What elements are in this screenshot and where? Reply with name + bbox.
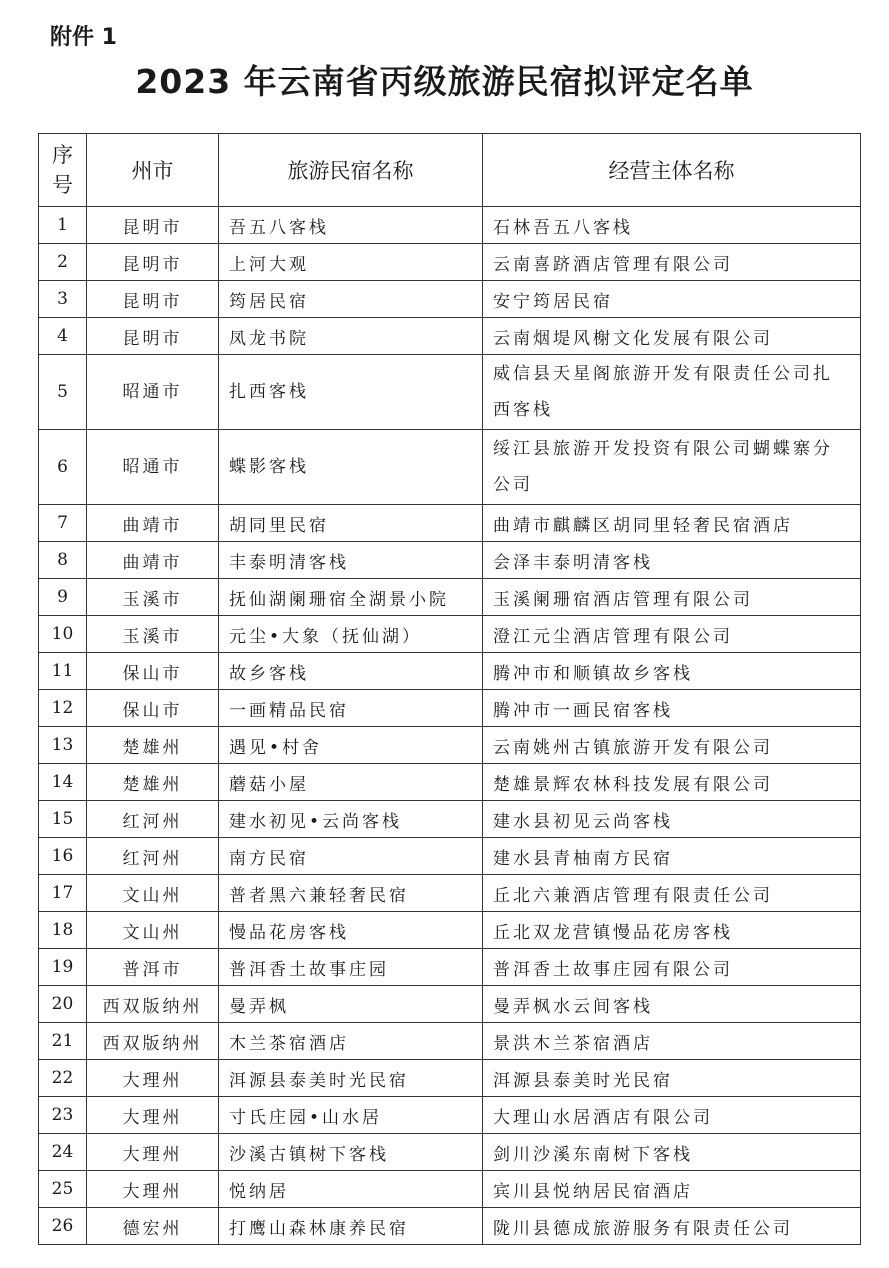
cell-operator-name: 澄江元尘酒店管理有限公司 bbox=[483, 616, 861, 653]
cell-city: 玉溪市 bbox=[87, 579, 219, 616]
cell-operator-name: 石林吾五八客栈 bbox=[483, 207, 861, 244]
table-row bbox=[39, 579, 861, 616]
header-operator-name: 经营主体名称 bbox=[483, 134, 861, 207]
cell-index: 4 bbox=[39, 318, 87, 355]
cell-operator-name: 威信县天星阁旅游开发有限责任公司扎西客栈 bbox=[483, 355, 861, 430]
cell-city: 保山市 bbox=[87, 690, 219, 727]
cell-homestay-name: 曼弄枫 bbox=[219, 986, 483, 1023]
header-city: 州市 bbox=[87, 134, 219, 207]
cell-index: 15 bbox=[39, 801, 87, 838]
cell-operator-name: 大理山水居酒店有限公司 bbox=[483, 1097, 861, 1134]
table-row bbox=[39, 801, 861, 838]
cell-homestay-name: 寸氏庄园•山水居 bbox=[219, 1097, 483, 1134]
cell-city: 德宏州 bbox=[87, 1208, 219, 1245]
cell-index: 8 bbox=[39, 542, 87, 579]
cell-index: 21 bbox=[39, 1023, 87, 1060]
cell-index: 20 bbox=[39, 986, 87, 1023]
table-row bbox=[39, 616, 861, 653]
cell-index: 24 bbox=[39, 1134, 87, 1171]
cell-index: 10 bbox=[39, 616, 87, 653]
cell-index: 18 bbox=[39, 912, 87, 949]
table-header-row bbox=[39, 134, 861, 207]
cell-homestay-name: 上河大观 bbox=[219, 244, 483, 281]
cell-operator-name: 云南姚州古镇旅游开发有限公司 bbox=[483, 727, 861, 764]
cell-city: 西双版纳州 bbox=[87, 1023, 219, 1060]
cell-city: 保山市 bbox=[87, 653, 219, 690]
cell-operator-name: 曼弄枫水云间客栈 bbox=[483, 986, 861, 1023]
cell-index: 16 bbox=[39, 838, 87, 875]
table-row bbox=[39, 318, 861, 355]
header-homestay-name: 旅游民宿名称 bbox=[219, 134, 483, 207]
cell-homestay-name: 慢品花房客栈 bbox=[219, 912, 483, 949]
cell-homestay-name: 蘑菇小屋 bbox=[219, 764, 483, 801]
cell-city: 昭通市 bbox=[87, 355, 219, 430]
cell-city: 文山州 bbox=[87, 875, 219, 912]
cell-homestay-name: 抚仙湖阑珊宿全湖景小院 bbox=[219, 579, 483, 616]
header-index bbox=[39, 134, 87, 207]
cell-operator-name: 楚雄景辉农林科技发展有限公司 bbox=[483, 764, 861, 801]
cell-city: 玉溪市 bbox=[87, 616, 219, 653]
table-row bbox=[39, 875, 861, 912]
cell-index: 2 bbox=[39, 244, 87, 281]
cell-index: 11 bbox=[39, 653, 87, 690]
cell-homestay-name: 故乡客栈 bbox=[219, 653, 483, 690]
table-row bbox=[39, 281, 861, 318]
table-row bbox=[39, 355, 861, 430]
cell-index: 7 bbox=[39, 505, 87, 542]
cell-city: 曲靖市 bbox=[87, 542, 219, 579]
cell-homestay-name: 丰泰明清客栈 bbox=[219, 542, 483, 579]
cell-operator-name: 绥江县旅游开发投资有限公司蝴蝶寨分公司 bbox=[483, 430, 861, 505]
cell-city: 大理州 bbox=[87, 1060, 219, 1097]
cell-city: 大理州 bbox=[87, 1097, 219, 1134]
header-index-line1: 序 bbox=[52, 143, 73, 167]
cell-operator-name: 剑川沙溪东南树下客栈 bbox=[483, 1134, 861, 1171]
cell-homestay-name: 沙溪古镇树下客栈 bbox=[219, 1134, 483, 1171]
cell-homestay-name: 南方民宿 bbox=[219, 838, 483, 875]
table-row bbox=[39, 690, 861, 727]
cell-homestay-name: 扎西客栈 bbox=[219, 355, 483, 430]
cell-city: 红河州 bbox=[87, 838, 219, 875]
cell-city: 曲靖市 bbox=[87, 505, 219, 542]
table-row bbox=[39, 1023, 861, 1060]
attachment-label: 附件 1 bbox=[50, 25, 117, 50]
cell-homestay-name: 一画精品民宿 bbox=[219, 690, 483, 727]
cell-operator-name: 丘北六兼酒店管理有限责任公司 bbox=[483, 875, 861, 912]
table-row bbox=[39, 1208, 861, 1245]
cell-city: 文山州 bbox=[87, 912, 219, 949]
cell-operator-name: 曲靖市麒麟区胡同里轻奢民宿酒店 bbox=[483, 505, 861, 542]
cell-index: 23 bbox=[39, 1097, 87, 1134]
table-row bbox=[39, 838, 861, 875]
cell-homestay-name: 凤龙书院 bbox=[219, 318, 483, 355]
cell-city: 西双版纳州 bbox=[87, 986, 219, 1023]
cell-city: 大理州 bbox=[87, 1171, 219, 1208]
table-row bbox=[39, 1134, 861, 1171]
cell-homestay-name: 筠居民宿 bbox=[219, 281, 483, 318]
listing-table bbox=[38, 133, 861, 1245]
cell-homestay-name: 胡同里民宿 bbox=[219, 505, 483, 542]
cell-homestay-name: 建水初见•云尚客栈 bbox=[219, 801, 483, 838]
table-row bbox=[39, 912, 861, 949]
cell-index: 22 bbox=[39, 1060, 87, 1097]
table-row bbox=[39, 764, 861, 801]
cell-operator-name: 陇川县德成旅游服务有限责任公司 bbox=[483, 1208, 861, 1245]
cell-index: 12 bbox=[39, 690, 87, 727]
cell-homestay-name: 悦纳居 bbox=[219, 1171, 483, 1208]
cell-operator-name: 腾冲市一画民宿客栈 bbox=[483, 690, 861, 727]
cell-city: 昆明市 bbox=[87, 244, 219, 281]
cell-index: 1 bbox=[39, 207, 87, 244]
cell-homestay-name: 遇见•村舍 bbox=[219, 727, 483, 764]
cell-city: 昆明市 bbox=[87, 318, 219, 355]
cell-index: 17 bbox=[39, 875, 87, 912]
table-row bbox=[39, 986, 861, 1023]
table-row bbox=[39, 727, 861, 764]
header-index-line2: 号 bbox=[52, 173, 73, 197]
cell-city: 楚雄州 bbox=[87, 727, 219, 764]
table-row bbox=[39, 207, 861, 244]
cell-homestay-name: 洱源县泰美时光民宿 bbox=[219, 1060, 483, 1097]
cell-index: 3 bbox=[39, 281, 87, 318]
cell-operator-name: 宾川县悦纳居民宿酒店 bbox=[483, 1171, 861, 1208]
table-row bbox=[39, 1171, 861, 1208]
cell-index: 14 bbox=[39, 764, 87, 801]
cell-operator-name: 建水县青柚南方民宿 bbox=[483, 838, 861, 875]
cell-city: 昆明市 bbox=[87, 207, 219, 244]
cell-operator-name: 安宁筠居民宿 bbox=[483, 281, 861, 318]
cell-index: 26 bbox=[39, 1208, 87, 1245]
cell-operator-name: 洱源县泰美时光民宿 bbox=[483, 1060, 861, 1097]
cell-homestay-name: 打鹰山森林康养民宿 bbox=[219, 1208, 483, 1245]
cell-homestay-name: 木兰茶宿酒店 bbox=[219, 1023, 483, 1060]
cell-operator-name: 云南喜跻酒店管理有限公司 bbox=[483, 244, 861, 281]
cell-city: 昆明市 bbox=[87, 281, 219, 318]
cell-homestay-name: 吾五八客栈 bbox=[219, 207, 483, 244]
cell-operator-name: 普洱香土故事庄园有限公司 bbox=[483, 949, 861, 986]
cell-homestay-name: 普者黑六兼轻奢民宿 bbox=[219, 875, 483, 912]
cell-city: 楚雄州 bbox=[87, 764, 219, 801]
table-row bbox=[39, 505, 861, 542]
table-row bbox=[39, 1060, 861, 1097]
cell-index: 19 bbox=[39, 949, 87, 986]
cell-operator-name: 建水县初见云尚客栈 bbox=[483, 801, 861, 838]
table-row bbox=[39, 949, 861, 986]
cell-operator-name: 会泽丰泰明清客栈 bbox=[483, 542, 861, 579]
cell-index: 13 bbox=[39, 727, 87, 764]
cell-operator-name: 玉溪阑珊宿酒店管理有限公司 bbox=[483, 579, 861, 616]
cell-operator-name: 丘北双龙营镇慢品花房客栈 bbox=[483, 912, 861, 949]
cell-operator-name: 云南烟堤风榭文化发展有限公司 bbox=[483, 318, 861, 355]
cell-homestay-name: 元尘•大象（抚仙湖） bbox=[219, 616, 483, 653]
cell-operator-name: 景洪木兰茶宿酒店 bbox=[483, 1023, 861, 1060]
table-row bbox=[39, 542, 861, 579]
cell-index: 5 bbox=[39, 355, 87, 430]
cell-city: 普洱市 bbox=[87, 949, 219, 986]
table-row bbox=[39, 244, 861, 281]
cell-city: 大理州 bbox=[87, 1134, 219, 1171]
cell-index: 9 bbox=[39, 579, 87, 616]
cell-index: 6 bbox=[39, 430, 87, 505]
cell-homestay-name: 普洱香土故事庄园 bbox=[219, 949, 483, 986]
cell-operator-name: 腾冲市和顺镇故乡客栈 bbox=[483, 653, 861, 690]
cell-index: 25 bbox=[39, 1171, 87, 1208]
cell-homestay-name: 蝶影客栈 bbox=[219, 430, 483, 505]
table-row bbox=[39, 430, 861, 505]
cell-city: 红河州 bbox=[87, 801, 219, 838]
table-row bbox=[39, 1097, 861, 1134]
cell-city: 昭通市 bbox=[87, 430, 219, 505]
table-row bbox=[39, 653, 861, 690]
document-title: 2023 年云南省丙级旅游民宿拟评定名单 bbox=[135, 62, 754, 101]
